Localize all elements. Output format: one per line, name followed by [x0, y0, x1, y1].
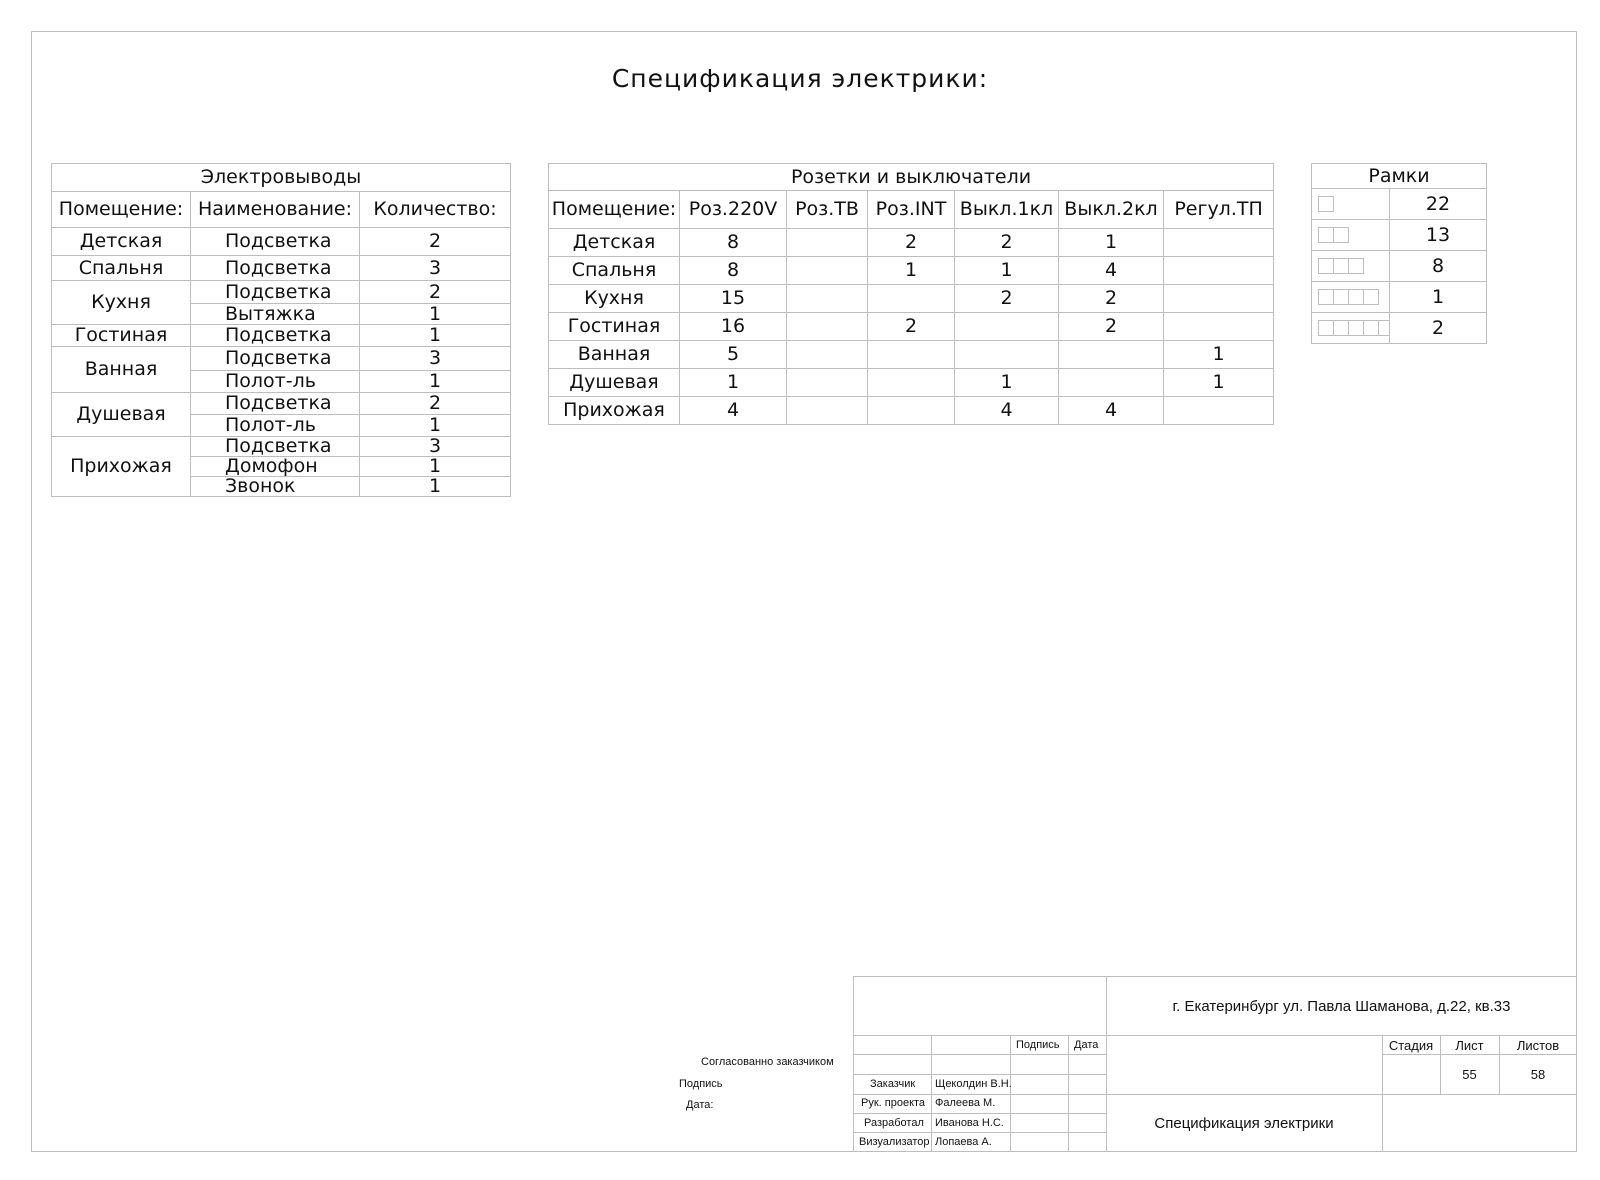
count-cell: 2 [955, 285, 1059, 313]
signature-label: Подпись [679, 1078, 723, 1090]
count-cell: 1 [868, 257, 955, 285]
sockets-header: Выкл.2кл [1059, 191, 1164, 229]
count-cell [1164, 229, 1274, 257]
item-quantity: 3 [360, 256, 511, 281]
count-cell: 8 [680, 229, 787, 257]
item-quantity: 1 [360, 325, 511, 347]
room-name: Прихожая [549, 397, 680, 425]
role-client: Заказчик [870, 1078, 916, 1090]
count-cell: 15 [680, 285, 787, 313]
table-row [1312, 313, 1487, 344]
frame-quantity: 22 [1390, 189, 1487, 220]
count-cell: 1 [680, 369, 787, 397]
item-name: Полот-ль [191, 371, 360, 393]
item-name: Вытяжка [191, 304, 360, 325]
role-developer: Разработал [864, 1117, 924, 1129]
outlets-caption: Электровыводы [52, 164, 511, 192]
name-project-lead: Фалеева М. [935, 1097, 996, 1109]
table-row [1312, 220, 1487, 251]
item-name: Полот-ль [191, 415, 360, 437]
table-row [549, 257, 1274, 285]
item-name: Подсветка [191, 393, 360, 415]
room-name: Ванная [52, 347, 191, 393]
outlets-table [51, 163, 511, 497]
room-name: Спальня [52, 256, 191, 281]
frame-3-post-icon [1318, 258, 1364, 274]
table-row [52, 325, 511, 347]
count-cell [1059, 369, 1164, 397]
frame-4-post-icon [1318, 289, 1379, 305]
count-cell [955, 341, 1059, 369]
table-row [549, 369, 1274, 397]
table-row [549, 397, 1274, 425]
name-client: Щеколдин В.Н. [935, 1078, 1012, 1090]
caption-row [1312, 164, 1487, 189]
item-name: Подсветка [191, 228, 360, 256]
count-cell [1059, 341, 1164, 369]
role-visualizer: Визуализатор [859, 1136, 930, 1148]
table-row [1312, 189, 1487, 220]
room-name: Душевая [549, 369, 680, 397]
item-name: Домофон [191, 457, 360, 477]
table-row [549, 341, 1274, 369]
room-name: Гостиная [52, 325, 191, 347]
table-row [549, 229, 1274, 257]
sheets-total: 58 [1530, 1067, 1546, 1082]
table-row [52, 281, 511, 304]
count-cell [787, 313, 868, 341]
header-row [52, 192, 511, 228]
agreed-label: Согласованно заказчиком [701, 1056, 834, 1068]
item-name: Подсветка [191, 347, 360, 371]
table-row [52, 437, 511, 457]
count-cell [868, 369, 955, 397]
role-project-lead: Рук. проекта [861, 1097, 926, 1109]
count-cell: 2 [868, 229, 955, 257]
caption-row [549, 164, 1274, 191]
room-name: Ванная [549, 341, 680, 369]
table-row [1312, 251, 1487, 282]
stage-header: Стадия [1388, 1038, 1434, 1053]
item-quantity: 1 [360, 304, 511, 325]
count-cell: 1 [1059, 229, 1164, 257]
item-name: Звонок [191, 477, 360, 497]
count-cell: 5 [680, 341, 787, 369]
item-quantity: 1 [360, 457, 511, 477]
frame-posts-cell [1312, 251, 1390, 282]
sockets-header: Роз.INT [868, 191, 955, 229]
frame-5-post-icon [1318, 320, 1390, 336]
count-cell: 8 [680, 257, 787, 285]
count-cell [787, 257, 868, 285]
item-quantity: 2 [360, 393, 511, 415]
table-row [52, 347, 511, 371]
room-name: Гостиная [549, 313, 680, 341]
frame-2-post-icon [1318, 227, 1349, 243]
name-developer: Иванова Н.С. [935, 1117, 1004, 1129]
count-cell [1164, 313, 1274, 341]
item-quantity: 3 [360, 347, 511, 371]
project-address: г. Екатеринбург ул. Павла Шаманова, д.22, кв.33 [1172, 998, 1511, 1015]
frame-posts-cell [1312, 282, 1390, 313]
sockets-table [548, 163, 1274, 425]
outlets-header: Помещение: [52, 192, 191, 228]
item-name: Подсветка [191, 437, 360, 457]
frame-quantity: 2 [1390, 313, 1487, 344]
sockets-header: Роз.ТВ [787, 191, 868, 229]
header-row [549, 191, 1274, 229]
outlets-header: Наименование: [191, 192, 360, 228]
room-name: Душевая [52, 393, 191, 437]
title-block [853, 976, 1577, 1152]
count-cell: 1 [1164, 369, 1274, 397]
sockets-header: Роз.220V [680, 191, 787, 229]
count-cell: 2 [1059, 285, 1164, 313]
count-cell [868, 397, 955, 425]
date-label: Дата: [686, 1099, 714, 1111]
frames-caption: Рамки [1312, 164, 1487, 189]
item-name: Подсветка [191, 256, 360, 281]
room-name: Кухня [52, 281, 191, 325]
item-quantity: 1 [360, 415, 511, 437]
count-cell: 4 [1059, 397, 1164, 425]
count-cell [787, 285, 868, 313]
count-cell: 4 [1059, 257, 1164, 285]
sockets-header: Помещение: [549, 191, 680, 229]
frame-posts-cell [1312, 189, 1390, 220]
sheet-number: 55 [1462, 1067, 1477, 1082]
sheet-title: Спецификация электрики [1154, 1115, 1334, 1132]
count-cell [787, 341, 868, 369]
item-quantity: 3 [360, 437, 511, 457]
sockets-header: Выкл.1кл [955, 191, 1059, 229]
sheets-header: Листов [1516, 1038, 1560, 1053]
count-cell: 1 [1164, 341, 1274, 369]
frame-quantity: 13 [1390, 220, 1487, 251]
table-row [549, 285, 1274, 313]
sheet-header: Лист [1455, 1038, 1484, 1053]
count-cell [868, 341, 955, 369]
frame-posts-cell [1312, 313, 1390, 344]
table-row [52, 256, 511, 281]
count-cell [868, 285, 955, 313]
outlets-header: Количество: [360, 192, 511, 228]
sockets-caption: Розетки и выключатели [549, 164, 1274, 191]
count-cell: 2 [868, 313, 955, 341]
count-cell [787, 369, 868, 397]
item-quantity: 1 [360, 477, 511, 497]
table-row [1312, 282, 1487, 313]
count-cell: 16 [680, 313, 787, 341]
room-name: Детская [549, 229, 680, 257]
count-cell: 1 [955, 257, 1059, 285]
page-title: Спецификация электрики: [611, 64, 989, 93]
item-name: Подсветка [191, 325, 360, 347]
table-row [549, 313, 1274, 341]
count-cell [955, 313, 1059, 341]
item-name: Подсветка [191, 281, 360, 304]
sockets-header: Регул.ТП [1164, 191, 1274, 229]
count-cell: 4 [955, 397, 1059, 425]
item-quantity: 2 [360, 281, 511, 304]
room-name: Кухня [549, 285, 680, 313]
count-cell [1164, 257, 1274, 285]
count-cell [1164, 285, 1274, 313]
col-date-header: Дата [1074, 1039, 1099, 1051]
frames-table [1311, 163, 1487, 344]
count-cell [787, 397, 868, 425]
count-cell: 2 [955, 229, 1059, 257]
frame-quantity: 1 [1390, 282, 1487, 313]
caption-row [52, 164, 511, 192]
name-visualizer: Лопаева А. [935, 1136, 992, 1148]
count-cell: 1 [955, 369, 1059, 397]
count-cell [1164, 397, 1274, 425]
room-name: Детская [52, 228, 191, 256]
count-cell [787, 229, 868, 257]
item-quantity: 2 [360, 228, 511, 256]
room-name: Спальня [549, 257, 680, 285]
frame-quantity: 8 [1390, 251, 1487, 282]
table-row [52, 228, 511, 256]
room-name: Прихожая [52, 437, 191, 497]
item-quantity: 1 [360, 371, 511, 393]
count-cell: 4 [680, 397, 787, 425]
count-cell: 2 [1059, 313, 1164, 341]
frame-posts-cell [1312, 220, 1390, 251]
table-row [52, 393, 511, 415]
frame-1-post-icon [1318, 196, 1334, 212]
col-signature-header: Подпись [1016, 1039, 1060, 1051]
